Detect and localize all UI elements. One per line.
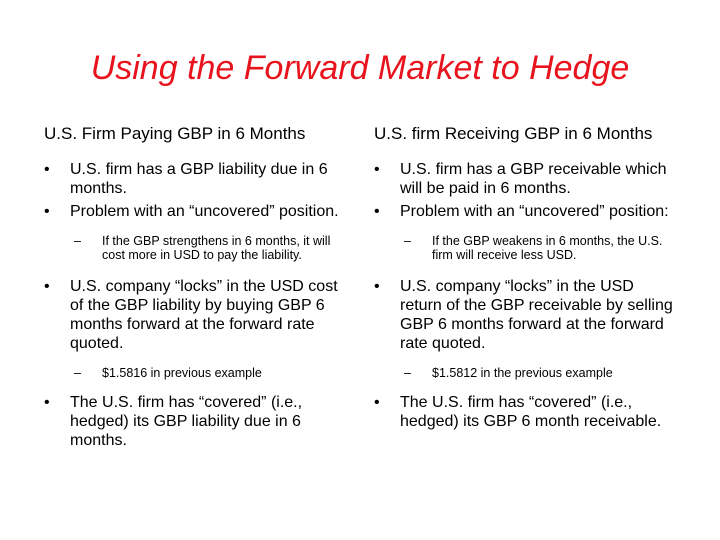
left-bullet-1: • U.S. firm has a GBP liability due in 6 months.	[44, 160, 354, 198]
left-sub-bullet-2: – $1.5816 in previous example	[44, 366, 354, 380]
right-bullet-2: • Problem with an “uncovered” position:	[374, 202, 680, 221]
left-bullet-2: • Problem with an “uncovered” position.	[44, 202, 354, 221]
slide-title: Using the Forward Market to Hedge	[90, 49, 630, 87]
right-bullet-3: • U.S. company “locks” in the USD return of the GBP receivable by selling GBP 6 months forward at the forward rate quoted.	[374, 277, 680, 353]
right-sub-bullet-2: – $1.5812 in the previous example	[374, 366, 680, 380]
left-column-header: U.S. Firm Paying GBP in 6 Months	[44, 124, 306, 143]
left-column	[44, 124, 354, 450]
right-bullet-list	[374, 160, 680, 431]
left-bullet-4: • The U.S. firm has “covered” (i.e., hedged) its GBP liability due in 6 months.	[44, 393, 354, 450]
left-bullet-3: • U.S. company “locks” in the USD cost of the GBP liability by buying GBP 6 months forward at the forward rate quoted.	[44, 277, 354, 353]
left-sub-bullet-1: – If the GBP strengthens in 6 months, it will cost more in USD to pay the liability.	[44, 234, 354, 262]
right-bullet-1: • U.S. firm has a GBP receivable which will be paid in 6 months.	[374, 160, 680, 198]
left-bullet-list	[44, 160, 354, 450]
right-bullet-4: • The U.S. firm has “covered” (i.e., hedged) its GBP 6 month receivable.	[374, 393, 680, 431]
right-sub-bullet-1: – If the GBP weakens in 6 months, the U.S. firm will receive less USD.	[374, 234, 680, 262]
right-column-header: U.S. firm Receiving GBP in 6 Months	[374, 124, 653, 143]
right-column	[374, 124, 680, 431]
